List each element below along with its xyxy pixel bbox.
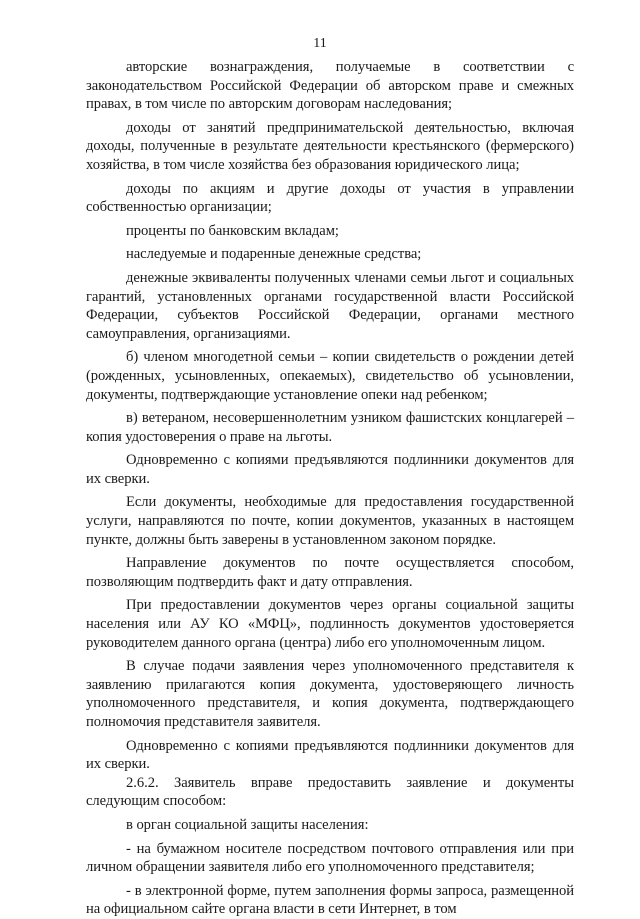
paragraph-veteran: в) ветераном, несовершеннолетним узником фашистских концлагерей – копия удостоверения о праве на льготы. <box>86 410 574 445</box>
paragraph-business-income: доходы от занятий предпринимательской деятельностью, включая доходы, полученные в результате деятельности крестьянского (фермерского) хозяйства, в том числе хозяйства без образования юридического лица; <box>86 119 574 173</box>
paragraph-paper-form: - на бумажном носителе посредством почтового отправления или при личном обращении заявителя либо его уполномоченного представителя; <box>86 840 574 876</box>
paragraph-cash-equivalents: денежные эквиваленты полученных членами семьи льгот и социальных гарантий, установленных органами государственной власти Российской Федерации, субъектов Российской Федерации, органами местного самоуправления, организациями. <box>86 269 574 342</box>
paragraph-originals-2: Одновременно с копиями предъявляются подлинники документов для их сверки. <box>86 737 574 773</box>
paragraph-social-protection: в орган социальной защиты населения: <box>126 816 369 833</box>
paragraph-inherited-funds: наследуемые и подаренные денежные средства; <box>126 246 422 263</box>
paragraph-section-2-6-2: 2.6.2. Заявитель вправе предоставить заявление и документы следующим способом: <box>86 774 574 810</box>
paragraph-bank-interest: проценты по банковским вкладам; <box>126 222 339 239</box>
paragraph-electronic-form: - в электронной форме, путем заполнения формы запроса, размещенной на официальном сайте органа власти в сети Интернет, в том <box>86 882 574 918</box>
paragraph-share-income: доходы по акциям и другие доходы от участия в управлении собственностью организации; <box>86 180 574 216</box>
paragraph-originals-1: Одновременно с копиями предъявляются подлинники документов для их сверки. <box>86 452 574 487</box>
paragraph-mail-delivery: Направление документов по почте осуществляется способом, позволяющим подтвердить факт и дату отправления. <box>86 555 574 590</box>
paragraph-mail-copies: Если документы, необходимые для предоставления государственной услуги, направляются по почте, копии документов, указанных в настоящем пункте, должны быть заверены в установленном законом порядке. <box>86 494 574 548</box>
page-number: 11 <box>313 36 327 51</box>
paragraph-mfc-verification: При предоставлении документов через органы социальной защиты населения или АУ КО «МФЦ», подлинность документов удостоверяется руководителем данного органа (центра) либо его уполномоченным лицом. <box>86 597 574 651</box>
paragraph-large-family: б) членом многодетной семьи – копии свидетельств о рождении детей (рожденных, усыновленных, опекаемых), свидетельство об усыновлении, документы, подтверждающие установление опеки над ребенком; <box>86 349 574 403</box>
document-body <box>86 58 574 919</box>
paragraph-author-fees: авторские вознаграждения, получаемые в соответствии с законодательством Российской Федерации об авторском праве и смежных правах, в том числе по авторским договорам наследования; <box>86 59 574 113</box>
paragraph-representative: В случае подачи заявления через уполномоченного представителя к заявлению прилагаются копия документа, удостоверяющего личность уполномоченного представителя, и копия документа, подтверждающего полномочия представителя заявителя. <box>86 658 574 730</box>
